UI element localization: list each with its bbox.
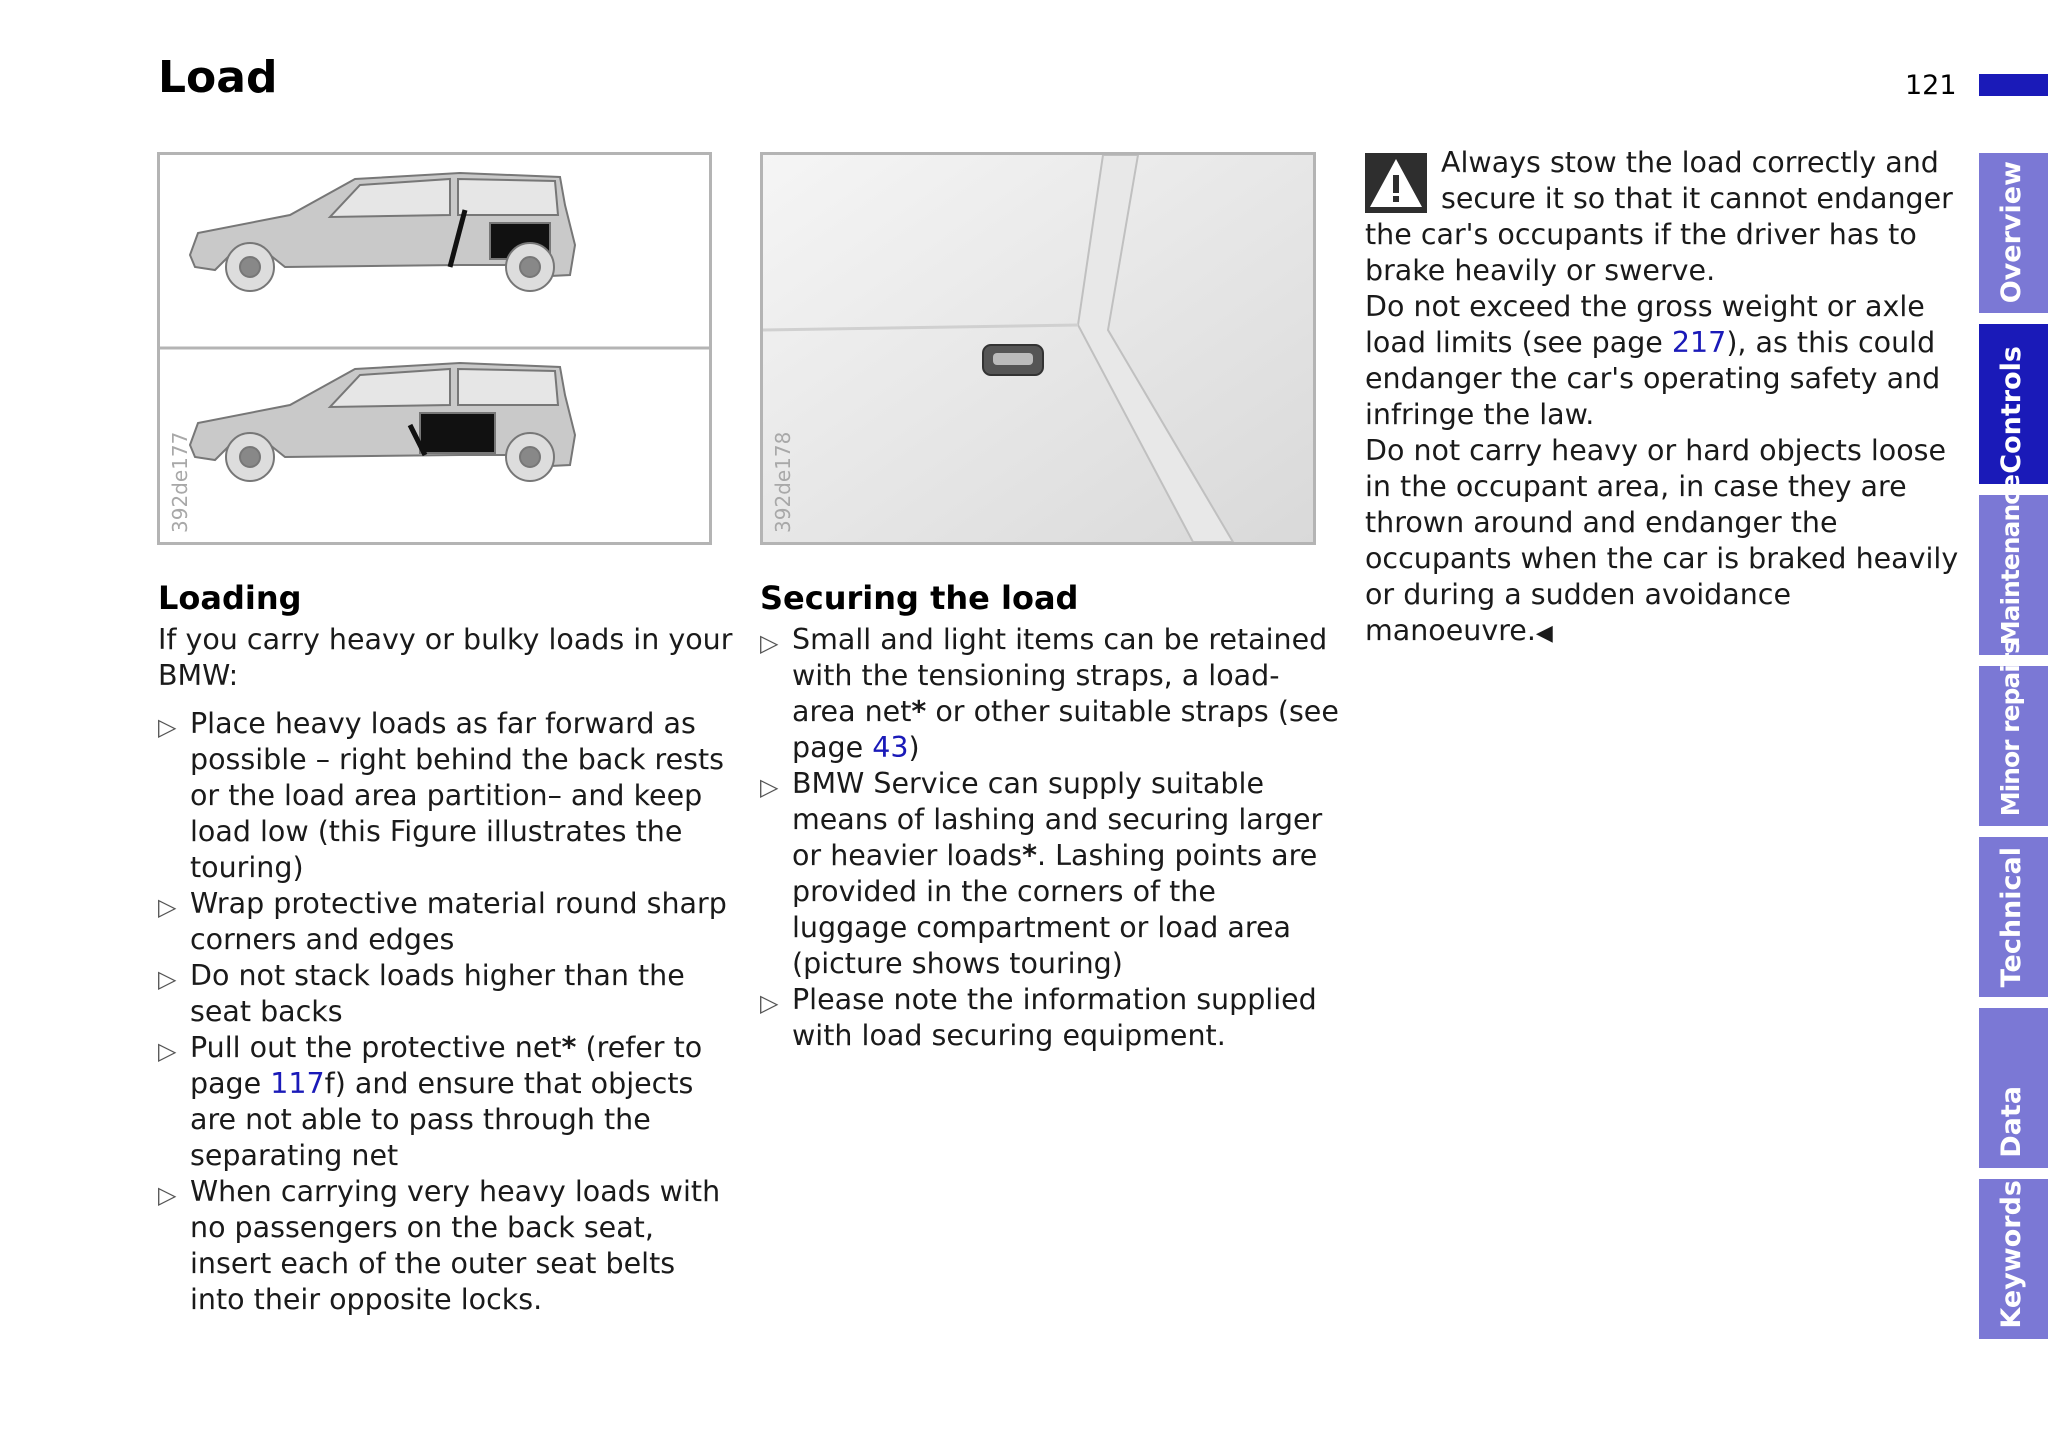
page-number: 121 bbox=[1905, 70, 1957, 101]
list-item: ▷ Pull out the protective net* (refer to page 117f) and ensure that objects are not able to pass through the separating net bbox=[158, 1031, 703, 1172]
securing-list bbox=[760, 622, 1340, 1054]
optional-equipment-star: * bbox=[1022, 839, 1038, 872]
tab-keywords[interactable]: Keywords bbox=[1979, 1179, 2048, 1339]
end-of-section-icon: ◀ bbox=[1535, 621, 1553, 646]
warning-paragraph-3: Do not carry heavy or hard objects loose in the occupant area, in case they are thrown around and endanger the occupants when the car is braked heavily or during a sudden avoidance manoeuvre.◀ bbox=[1365, 434, 1959, 647]
list-item: ▷ When carrying very heavy loads with no passengers on the back seat, insert each of the outer seat belts into their opposite locks. bbox=[158, 1175, 721, 1316]
page-link-117[interactable]: 117 bbox=[270, 1067, 325, 1100]
car-loading-illustration bbox=[160, 155, 709, 542]
page-number-bar bbox=[1979, 74, 2048, 96]
warning-paragraph-2: Do not exceed the gross weight or axle load limits (see page 217), as this could endanger the car's operating safety and infringe the law. bbox=[1365, 290, 1941, 431]
tab-minor-repairs[interactable]: Minor repairs bbox=[1979, 666, 2048, 826]
list-item: ▷ Do not stack loads higher than the seat backs bbox=[158, 959, 685, 1028]
loading-intro: If you carry heavy or bulky loads in your BMW: bbox=[158, 623, 733, 692]
tab-data[interactable]: Data bbox=[1979, 1008, 2048, 1168]
bullet-triangle-icon: ▷ bbox=[158, 893, 177, 921]
figure-car-loading bbox=[157, 152, 712, 545]
optional-equipment-star: * bbox=[561, 1031, 577, 1064]
securing-section bbox=[760, 580, 1340, 1054]
page-link-43[interactable]: 43 bbox=[872, 731, 909, 764]
page-title: Load bbox=[158, 52, 278, 103]
optional-equipment-star: * bbox=[911, 695, 927, 728]
list-item: ▷ Please note the information supplied with load securing equipment. bbox=[760, 983, 1317, 1052]
bullet-triangle-icon: ▷ bbox=[158, 965, 177, 993]
bullet-triangle-icon: ▷ bbox=[158, 713, 177, 741]
loading-section bbox=[158, 580, 738, 1318]
bullet-triangle-icon: ▷ bbox=[760, 629, 779, 657]
figure-lashing-point bbox=[760, 152, 1316, 545]
bullet-triangle-icon: ▷ bbox=[158, 1037, 177, 1065]
tab-overview[interactable]: Overview bbox=[1979, 153, 2048, 313]
loading-heading: Loading bbox=[158, 579, 302, 617]
list-item: ▷ Wrap protective material round sharp corners and edges bbox=[158, 887, 727, 956]
page-link-217[interactable]: 217 bbox=[1671, 326, 1727, 359]
figure-label: 392de178 bbox=[771, 431, 795, 533]
securing-heading: Securing the load bbox=[760, 579, 1079, 617]
warning-section bbox=[1365, 145, 1965, 652]
loading-list bbox=[158, 706, 738, 1318]
bullet-triangle-icon: ▷ bbox=[158, 1181, 177, 1209]
tab-maintenance[interactable]: Maintenance bbox=[1979, 495, 2048, 655]
warning-triangle-icon bbox=[1365, 153, 1427, 213]
tab-controls[interactable]: Controls bbox=[1979, 324, 2048, 484]
bullet-triangle-icon: ▷ bbox=[760, 773, 779, 801]
warning-paragraph-1: Always stow the load correctly and secure it so that it cannot endanger the car's occupants if the driver has to brake heavily or swerve. bbox=[1365, 146, 1953, 287]
bullet-triangle-icon: ▷ bbox=[760, 989, 779, 1017]
list-item: ▷ BMW Service can supply suitable means of lashing and securing larger or heavier loads*. Lashing points are provided in the corners of the luggage compartment or load area (picture shows touring) bbox=[760, 767, 1323, 980]
tab-technical[interactable]: Technical bbox=[1979, 837, 2048, 997]
figure-label: 392de177 bbox=[168, 431, 192, 533]
list-item: ▷ Place heavy loads as far forward as possible – right behind the back rests or the load area partition– and keep load low (this Figure illustrates the touring) bbox=[158, 707, 725, 884]
list-item: ▷ Small and light items can be retained with the tensioning straps, a load-area net* or other suitable straps (see page 43) bbox=[760, 623, 1339, 764]
lashing-point-illustration bbox=[763, 155, 1313, 542]
